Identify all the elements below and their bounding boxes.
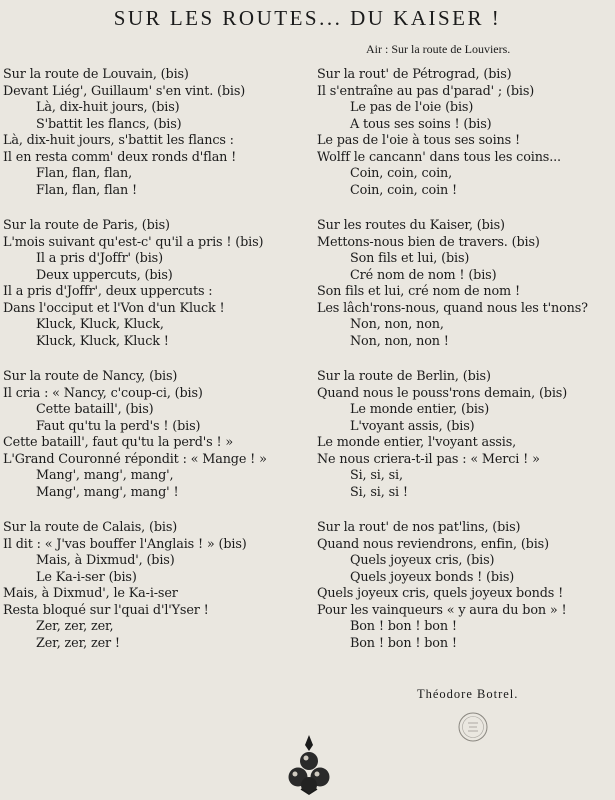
verse-line: Quand nous le pouss'rons demain, (bis) <box>317 385 568 401</box>
verse-line: L'voyant assis, (bis) <box>350 418 475 434</box>
verse-line: Coin, coin, coin ! <box>350 182 458 198</box>
verse-line: Mais, à Dixmud', le Ka-i-ser <box>3 586 178 601</box>
verse-line: Devant Liég', Guillaum' s'en vint. (bis) <box>3 83 246 99</box>
stanza <box>3 67 303 218</box>
verse-line: Le monde entier, l'voyant assis, <box>317 435 517 450</box>
verse-line: Les lâch'rons-nous, quand nous les t'nons? <box>317 300 588 316</box>
verse-line: Quels joyeux bonds ! (bis) <box>350 569 515 585</box>
verse-line: Ne nous criera-t-il pas : « Merci ! » <box>317 451 540 467</box>
stanza <box>317 520 615 671</box>
verse-line: Kluck, Kluck, Kluck, <box>36 317 164 332</box>
verse-line: Le monde entier, (bis) <box>350 402 490 417</box>
right-column <box>317 67 615 671</box>
song-title: SUR LES ROUTES... DU KAISER ! <box>113 6 502 30</box>
verse-line: Zer, zer, zer, <box>36 619 114 634</box>
verse-line: Le Ka-i-ser (bis) <box>36 569 137 585</box>
verse-line: Sur la route de Louvain, (bis) <box>3 67 189 82</box>
stanza <box>317 369 615 520</box>
verse-line: Cré nom de nom ! (bis) <box>350 267 497 283</box>
verse-line: Bon ! bon ! bon ! <box>350 635 457 651</box>
verse-line: Quels joyeux cris, (bis) <box>350 553 495 568</box>
tune-note: Air : Sur la route de Louviers. <box>366 42 511 56</box>
verse-line: Non, non, non ! <box>350 333 449 349</box>
verse-line: Mais, à Dixmud', (bis) <box>36 553 175 568</box>
verse-line: Le pas de l'oie (bis) <box>350 100 474 115</box>
verse-line: Sur la route de Nancy, (bis) <box>3 369 178 384</box>
verse-line: Pour les vainqueurs « y aura du bon » ! <box>317 602 567 618</box>
verse-line: Il a pris d'Joffr' (bis) <box>36 251 163 266</box>
verse-line: Son fils et lui, cré nom de nom ! <box>317 284 520 299</box>
verse-line: Il a pris d'Joffr', deux uppercuts : <box>3 284 213 299</box>
stanza <box>3 218 303 369</box>
verse-line: Bon ! bon ! bon ! <box>350 619 457 634</box>
library-stamp-icon <box>457 711 489 743</box>
verse-line: Il dit : « J'vas bouffer l'Anglais ! » (bis) <box>3 536 247 552</box>
author-signature: Théodore Botrel. <box>417 687 519 701</box>
verse-line: Sur les routes du Kaiser, (bis) <box>317 218 505 233</box>
verse-line: L'Grand Couronné répondit : « Mange ! » <box>3 451 267 467</box>
left-column <box>3 67 303 671</box>
stanza <box>317 218 615 369</box>
verse-line: Mettons-nous bien de travers. (bis) <box>317 234 540 250</box>
verse-line: S'battit les flancs, (bis) <box>36 116 182 132</box>
verse-line: Là, dix-huit jours, s'battit les flancs : <box>3 133 234 148</box>
trefoil-fleuron-icon <box>285 733 333 795</box>
verse-line: Flan, flan, flan ! <box>36 182 138 198</box>
verse-line: Dans l'occiput et l'Von d'un Kluck ! <box>3 300 225 316</box>
verse-line: Sur la route de Berlin, (bis) <box>317 369 491 384</box>
verse-line: Zer, zer, zer ! <box>36 635 120 651</box>
verse-line: Deux uppercuts, (bis) <box>36 267 173 283</box>
verse-line: Il en resta comm' deux ronds d'flan ! <box>3 149 237 165</box>
verse-line: Sur la route de Calais, (bis) <box>3 520 178 535</box>
verse-line: Kluck, Kluck, Kluck ! <box>36 333 169 349</box>
verse-line: A tous ses soins ! (bis) <box>350 116 492 132</box>
verse-line: Mang', mang', mang', <box>36 468 174 483</box>
stanza <box>317 67 615 218</box>
verse-line: Quand nous reviendrons, enfin, (bis) <box>317 536 549 552</box>
verse-line: L'mois suivant qu'est-c' qu'il a pris ! (bis) <box>3 234 264 250</box>
stanza <box>3 369 303 520</box>
verse-line: Wolff le cancann' dans tous les coins... <box>317 149 561 165</box>
verse-line: Si, si, si, <box>350 468 403 483</box>
verse-line: Flan, flan, flan, <box>36 166 133 181</box>
verse-line: Quels joyeux cris, quels joyeux bonds ! <box>317 586 564 601</box>
verse-line: Mang', mang', mang' ! <box>36 484 179 500</box>
verse-line: Le pas de l'oie à tous ses soins ! <box>317 133 520 148</box>
verse-line: Son fils et lui, (bis) <box>350 251 470 266</box>
verse-line: Il cria : « Nancy, c'coup-ci, (bis) <box>3 385 203 401</box>
verse-line: Non, non, non, <box>350 317 444 332</box>
verse-line: Cette bataill', (bis) <box>36 402 154 417</box>
verse-line: Resta bloqué sur l'quai d'l'Yser ! <box>3 602 209 618</box>
verse-line: Il s'entraîne au pas d'parad' ; (bis) <box>317 83 535 99</box>
verse-line: Si, si, si ! <box>350 484 408 500</box>
verse-line: Sur la rout' de Pétrograd, (bis) <box>317 67 512 82</box>
stanza <box>3 520 303 671</box>
verse-line: Coin, coin, coin, <box>350 166 453 181</box>
verse-line: Cette bataill', faut qu'tu la perd's ! » <box>3 435 234 450</box>
verse-line: Faut qu'tu la perd's ! (bis) <box>36 418 201 434</box>
verse-line: Là, dix-huit jours, (bis) <box>36 100 180 115</box>
verse-line: Sur la rout' de nos pat'lins, (bis) <box>317 520 521 535</box>
verse-line: Sur la route de Paris, (bis) <box>3 218 170 233</box>
